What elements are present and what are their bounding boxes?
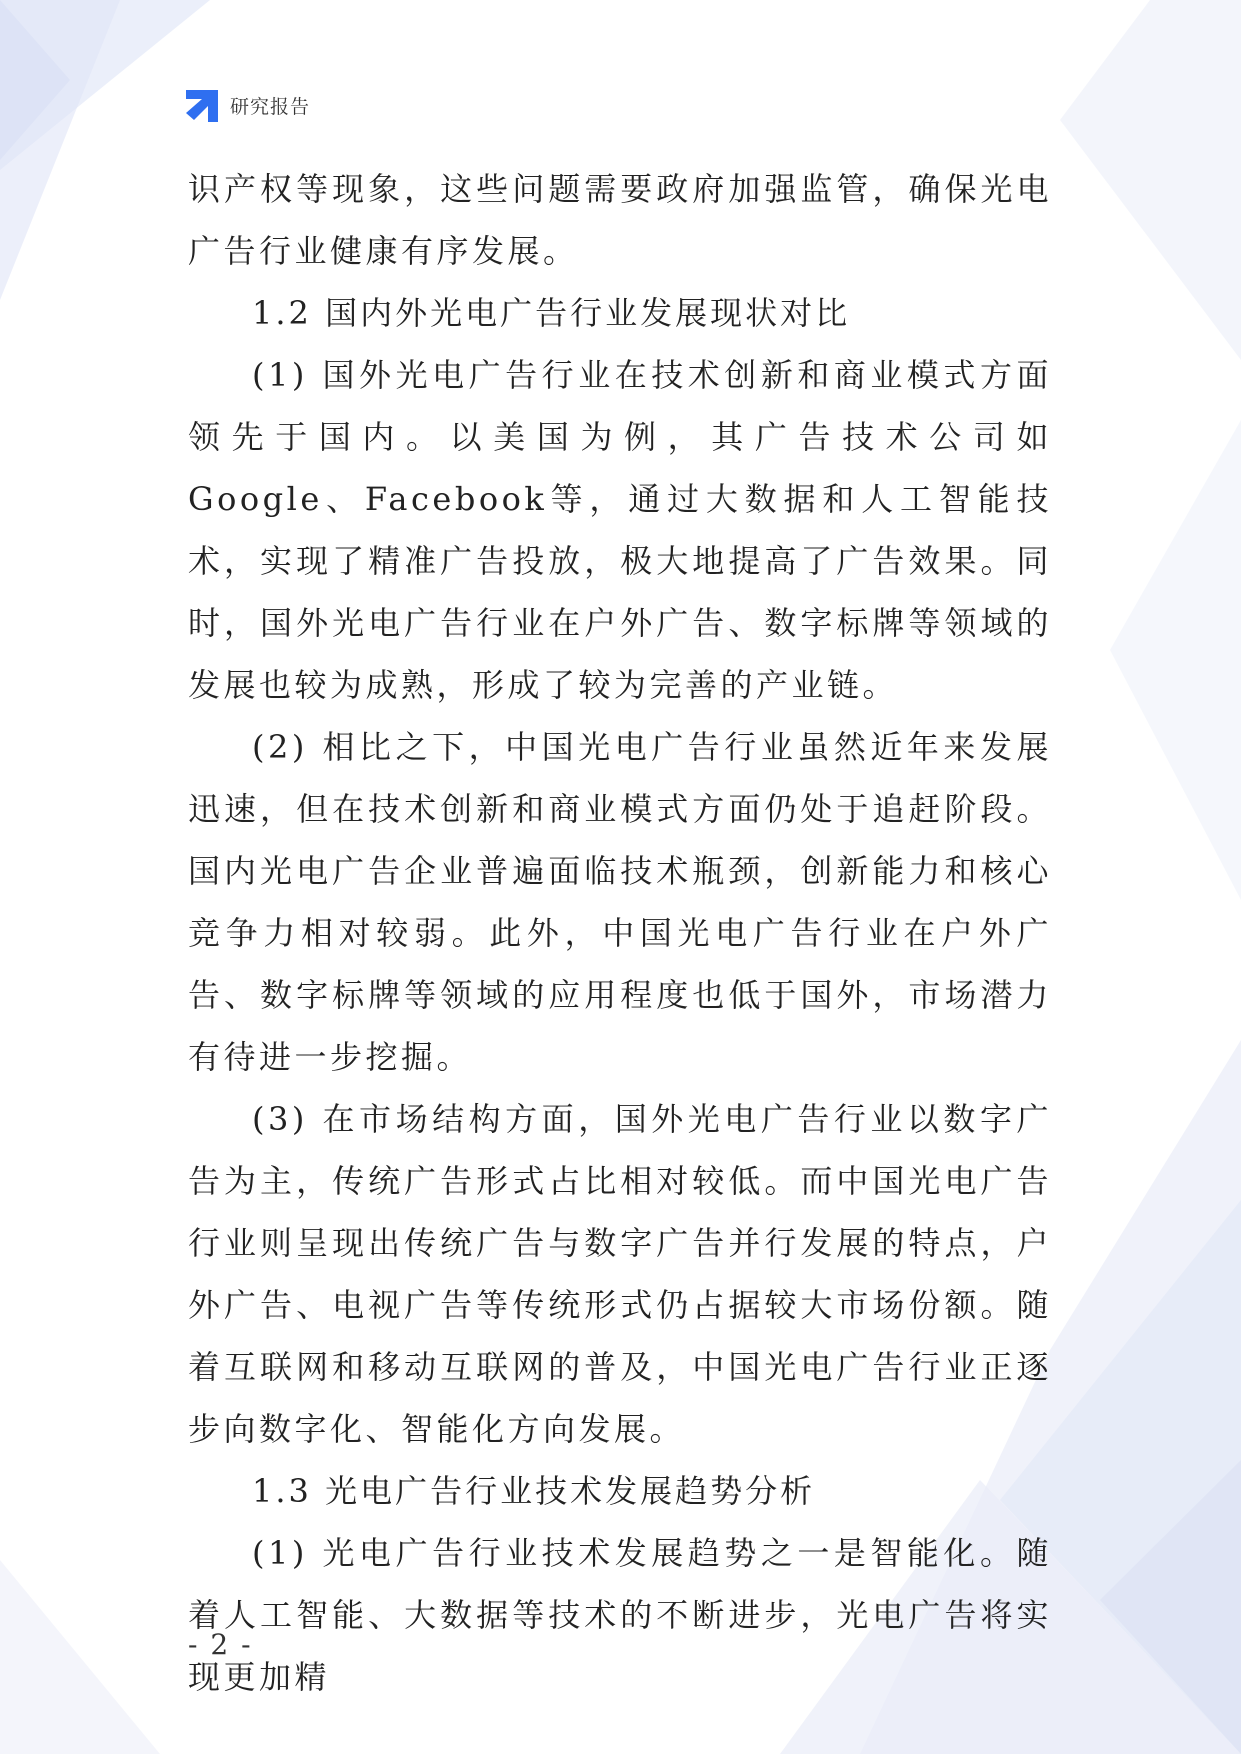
- paragraph-continuation: 识产权等现象，这些问题需要政府加强监管，确保光电广告行业健康有序发展。: [188, 170, 1052, 270]
- paragraph-point-1: (1) 国外光电广告行业在技术创新和商业模式方面领先于国内。以美国为例，其广告技术公司如Google、Facebook等，通过大数据和人工智能技术，实现了精准广告投放，极大地提高了广告效果。同时，国外光电广告行业在户外广告、数字标牌等领域的发展也较为成熟，形成了较为完善的产业链。: [188, 356, 1052, 704]
- report-header: [186, 88, 310, 122]
- paragraph-point-2: (2) 相比之下，中国光电广告行业虽然近年来发展迅速，但在技术创新和商业模式方面仍处于追赶阶段。国内光电广告企业普遍面临技术瓶颈，创新能力和核心竞争力相对较弱。此外，中国光电广告行业在户外广告、数字标牌等领域的应用程度也低于国外，市场潜力有待进一步挖掘。: [188, 728, 1052, 1076]
- paragraph-point-3: (3) 在市场结构方面，国外光电广告行业以数字广告为主，传统广告形式占比相对较低。而中国光电广告行业则呈现出传统广告与数字广告并行发展的特点，户外广告、电视广告等传统形式仍占据较大市场份额。随着互联网和移动互联网的普及，中国光电广告行业正逐步向数字化、智能化方向发展。: [188, 1100, 1052, 1448]
- arrow-logo-icon: [186, 88, 220, 122]
- page-number: - 2 -: [188, 1628, 253, 1661]
- section-heading-1-3: 1.3 光电广告行业技术发展趋势分析: [252, 1472, 816, 1510]
- paragraph-trend-1: (1) 光电广告行业技术发展趋势之一是智能化。随着人工智能、大数据等技术的不断进步，光电广告将实现更加精: [188, 1534, 1052, 1696]
- header-title: 研究报告: [230, 95, 311, 118]
- document-body: [188, 158, 1052, 1708]
- section-heading-1-2: 1.2 国内外光电广告行业发展现状对比: [252, 294, 851, 332]
